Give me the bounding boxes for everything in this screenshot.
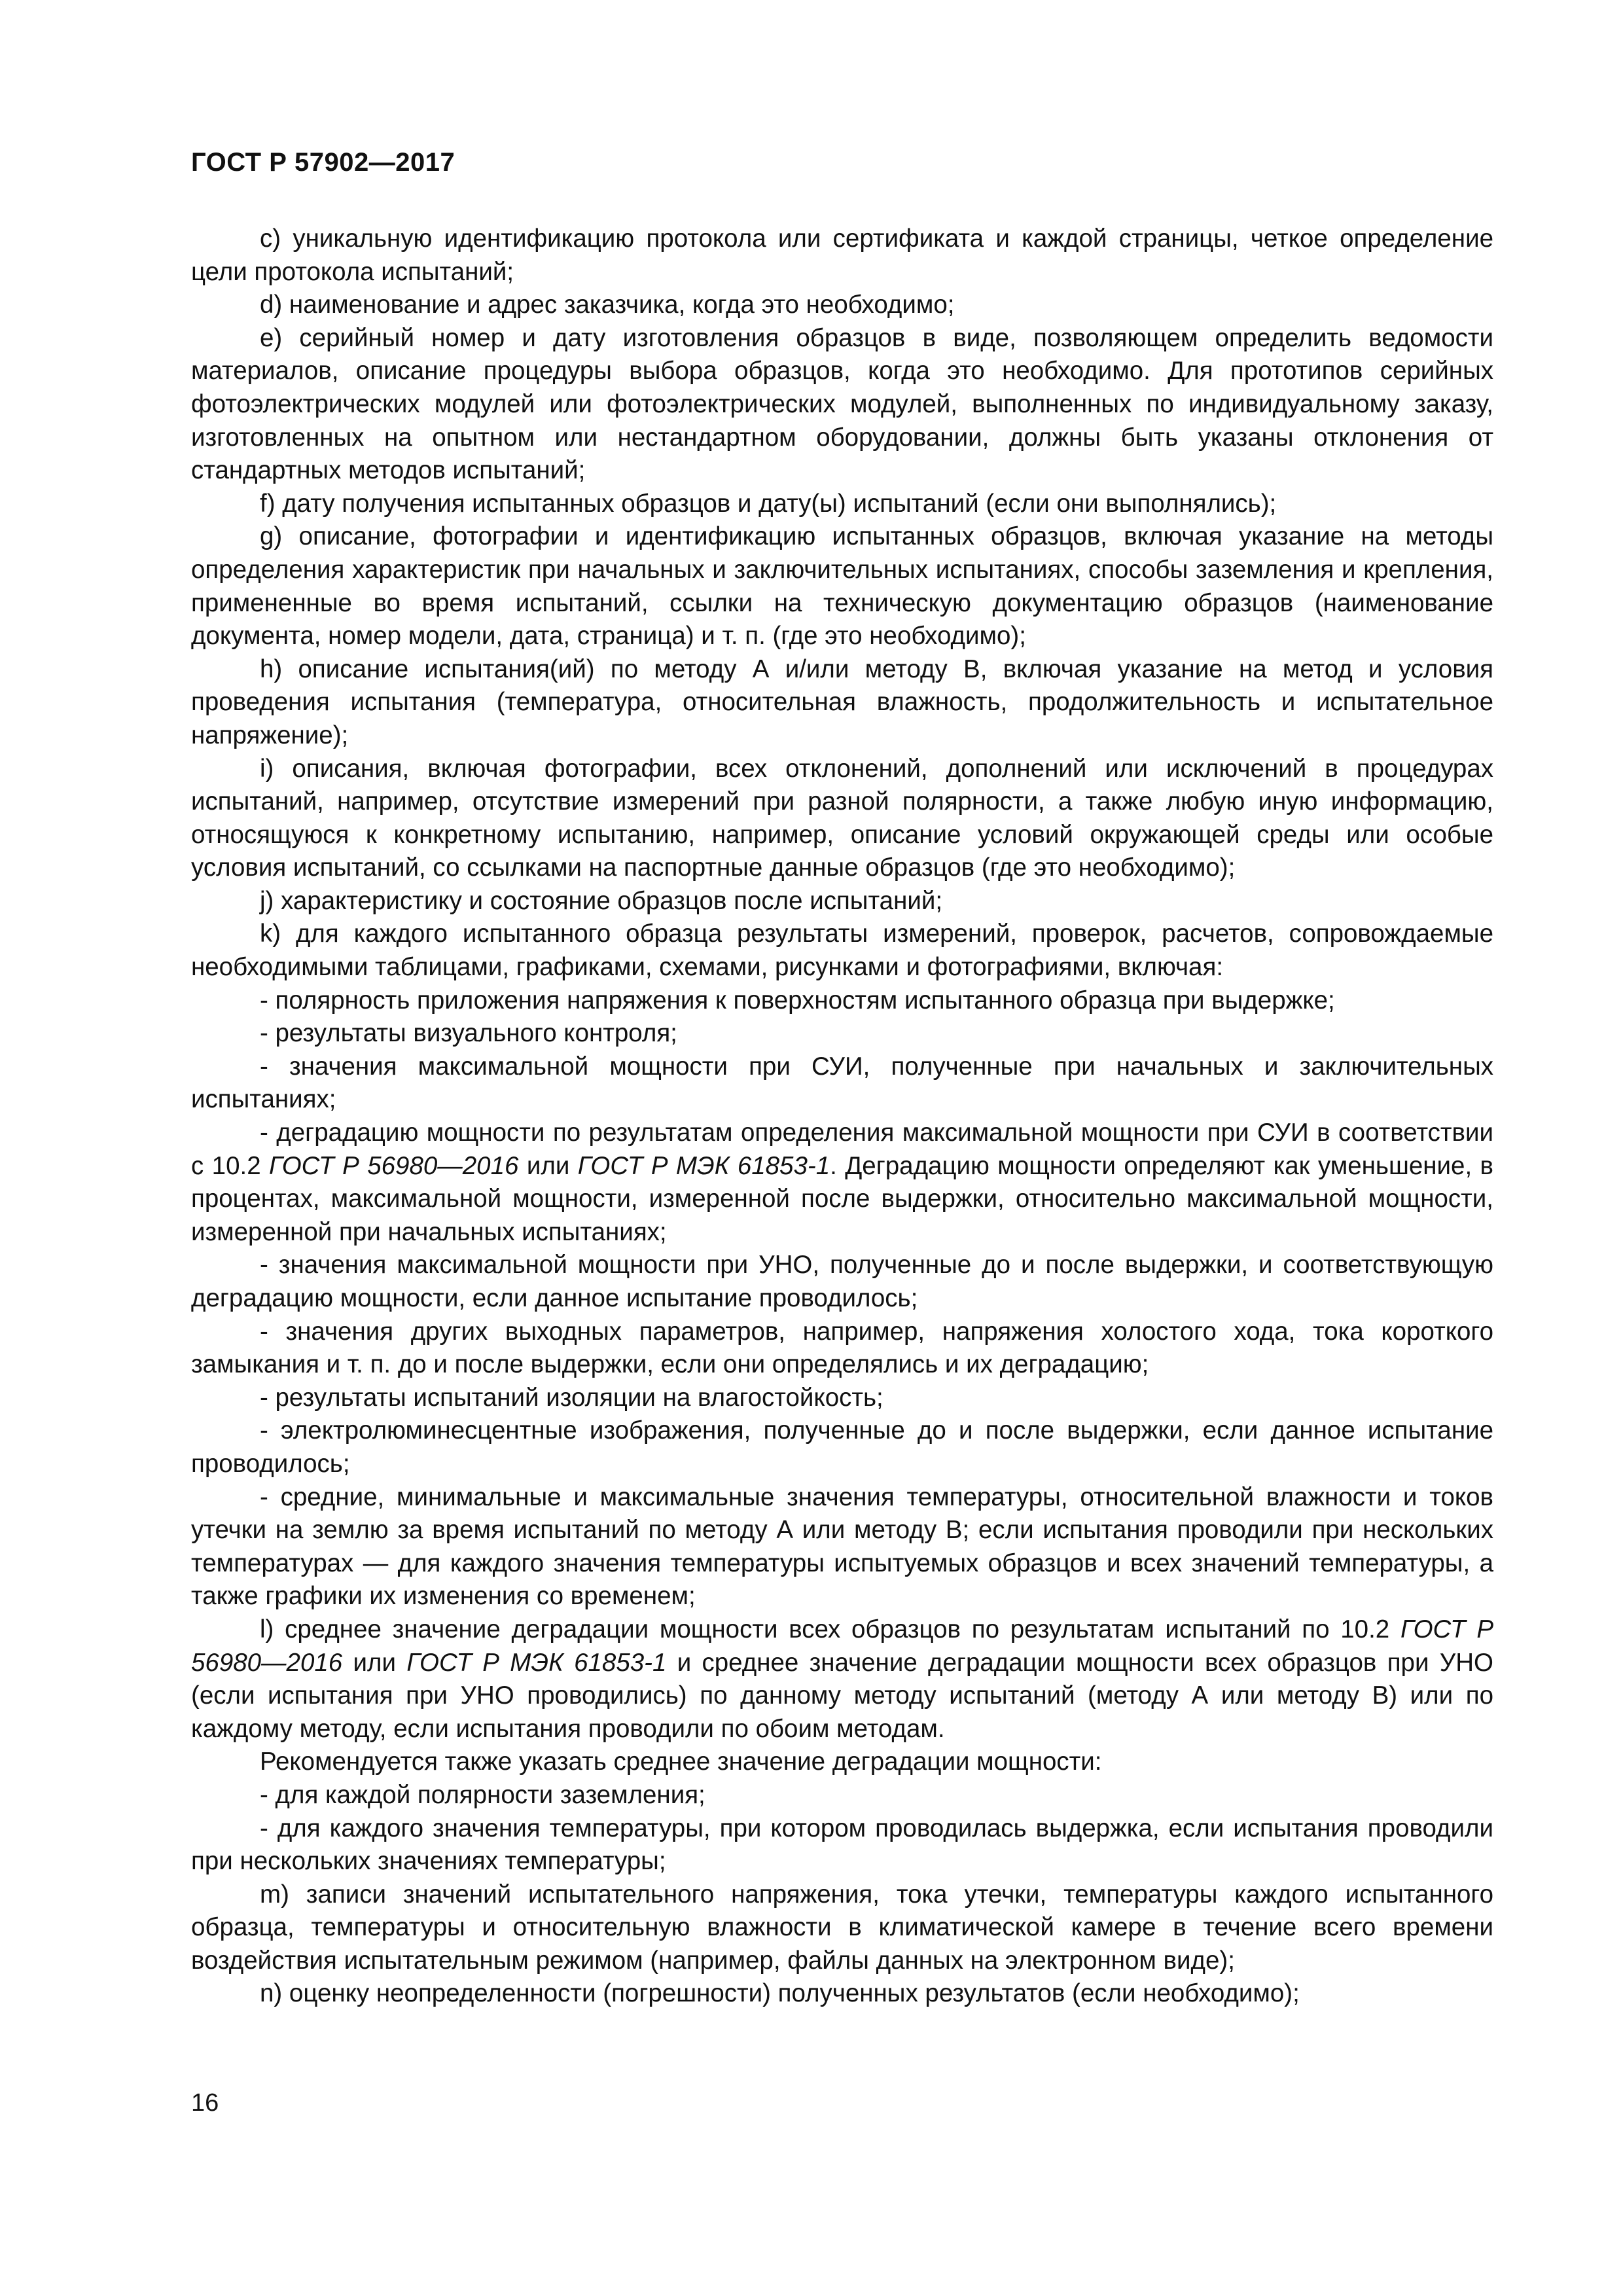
paragraph-k: k) для каждого испытанного образца результаты измерений, проверок, расчетов, сопровождаемые необходимыми таблицами, графиками, схемами, рисунками и фотографиями, включая: bbox=[191, 920, 1493, 982]
document-header: ГОСТ Р 57902—2017 bbox=[191, 148, 455, 177]
paragraph-g: g) описание, фотографии и идентификацию испытанных образцов, включая указание на методы определения характеристик при начальных и заключительных испытаниях, способы заземления и крепления, примененные во время испытаний, ссылки на техническую документацию образцов (наименование документа, номер модели, дата, страница) и т. п. (где это необходимо); bbox=[191, 522, 1493, 651]
paragraph-e: e) серийный номер и дату изготовления образцов в виде, позволяющем определить ведомости материалов, описание процедуры выбора образцов, когда это необходимо. Для прототипов серийных фотоэлектрических модулей или фотоэлектрических модулей, выполненных по индивидуальному заказу, изготовленных на опытном или нестандартном оборудовании, должны быть указаны отклонения от стандартных методов испытаний; bbox=[191, 323, 1493, 485]
paragraph-c: c) уникальную идентификацию протокола или сертификата и каждой страницы, четкое определение цели протокола испытаний; bbox=[191, 224, 1493, 286]
standard-reference: ГОСТ Р 56980—2016 bbox=[191, 1615, 1493, 1677]
list-item-temperature-values: - для каждого значения температуры, при котором проводилась выдержка, если испытания проводили при нескольких значениях температуры; bbox=[191, 1814, 1493, 1876]
paragraph-d: d) наименование и адрес заказчика, когда это необходимо; bbox=[260, 291, 955, 319]
list-item-power-degradation: - деградацию мощности по результатам определения максимальной мощности при СУИ в соответствии с 10.2 ГОСТ Р 56980—2016 или ГОСТ Р МЭК 61853-1. Деградацию мощности определяют как уменьшение, в процентах, максимальной мощности, измеренной после выдержки, относительно максимальной мощности, измеренной при начальных испытаниях; bbox=[191, 1119, 1494, 1246]
paragraph-l: l) среднее значение деградации мощности всех образцов по результатам испытаний по 10.2 ГОСТ Р 56980—2016 или ГОСТ Р МЭК 61853-1 и среднее значение деградации мощности всех образцов при УНО (если испытания при УНО проводились) по данному методу испытаний (методу А или методу В) или по каждому методу, если испытания проводили по обоим методам. bbox=[191, 1615, 1493, 1743]
standard-reference: ГОСТ Р МЭК 61853-1 bbox=[406, 1648, 667, 1677]
list-item-grounding-polarity: - для каждой полярности заземления; bbox=[260, 1780, 705, 1809]
paragraph-f: f) дату получения испытанных образцов и дату(ы) испытаний (если они выполнялись); bbox=[260, 489, 1277, 518]
list-item-max-power-lic: - значения максимальной мощности при УНО, полученные до и после выдержки, и соответствующую деградацию мощности, если данное испытание проводилось; bbox=[191, 1251, 1493, 1312]
paragraph-n: n) оценку неопределенности (погрешности) полученных результатов (если необходимо); bbox=[260, 1979, 1300, 2008]
paragraph-i: i) описания, включая фотографии, всех отклонений, дополнений или исключений в процедурах испытаний, например, отсутствие измерений при разной полярности, а также любую иную информацию, относящуюся к конкретному испытанию, например, описание условий окружающей среды или особые условия испытаний, со ссылками на паспортные данные образцов (где это необходимо); bbox=[191, 754, 1493, 882]
list-item-other-parameters: - значения других выходных параметров, например, напряжения холостого хода, тока короткого замыкания и т. п. до и после выдержки, если они определялись и их деградацию; bbox=[191, 1317, 1493, 1379]
list-item-temperature-humidity: - средние, минимальные и максимальные значения температуры, относительной влажности и токов утечки на землю за время испытаний по методу А или методу В; если испытания проводили при нескольких температурах — для каждого значения температуры испытуемых образцов и всех значений температуры, а также графики их изменения со временем; bbox=[191, 1482, 1493, 1611]
page-number: 16 bbox=[191, 2089, 219, 2117]
list-item-max-power-stc: - значения максимальной мощности при СУИ, полученные при начальных и заключительных испытаниях; bbox=[191, 1052, 1493, 1114]
list-item-visual-inspection: - результаты визуального контроля; bbox=[260, 1019, 677, 1048]
list-item-electroluminescence: - электролюминесцентные изображения, полученные до и после выдержки, если данное испытание проводилось; bbox=[191, 1416, 1493, 1478]
paragraph-h: h) описание испытания(ий) по методу А и/или методу В, включая указание на метод и условия проведения испытания (температура, относительная влажность, продолжительность и испытательное напряжение); bbox=[191, 655, 1493, 749]
paragraph-m: m) записи значений испытательного напряжения, тока утечки, температуры каждого испытанного образца, температуры и относительную влажности в климатической камере в течение всего времени воздействия испытательным режимом (например, файлы данных на электронном виде); bbox=[191, 1880, 1493, 1975]
paragraph-j: j) характеристику и состояние образцов после испытаний; bbox=[260, 886, 943, 915]
standard-reference: ГОСТ Р 56980—2016 bbox=[269, 1151, 519, 1180]
paragraph-recommendation: Рекомендуется также указать среднее значение деградации мощности: bbox=[260, 1748, 1102, 1776]
list-item-polarity: - полярность приложения напряжения к поверхностям испытанного образца при выдержке; bbox=[260, 986, 1335, 1014]
document-body bbox=[191, 223, 1493, 2011]
list-item-insulation: - результаты испытаний изоляции на влагостойкость; bbox=[260, 1383, 883, 1412]
standard-reference: ГОСТ Р МЭК 61853-1 bbox=[577, 1151, 830, 1180]
